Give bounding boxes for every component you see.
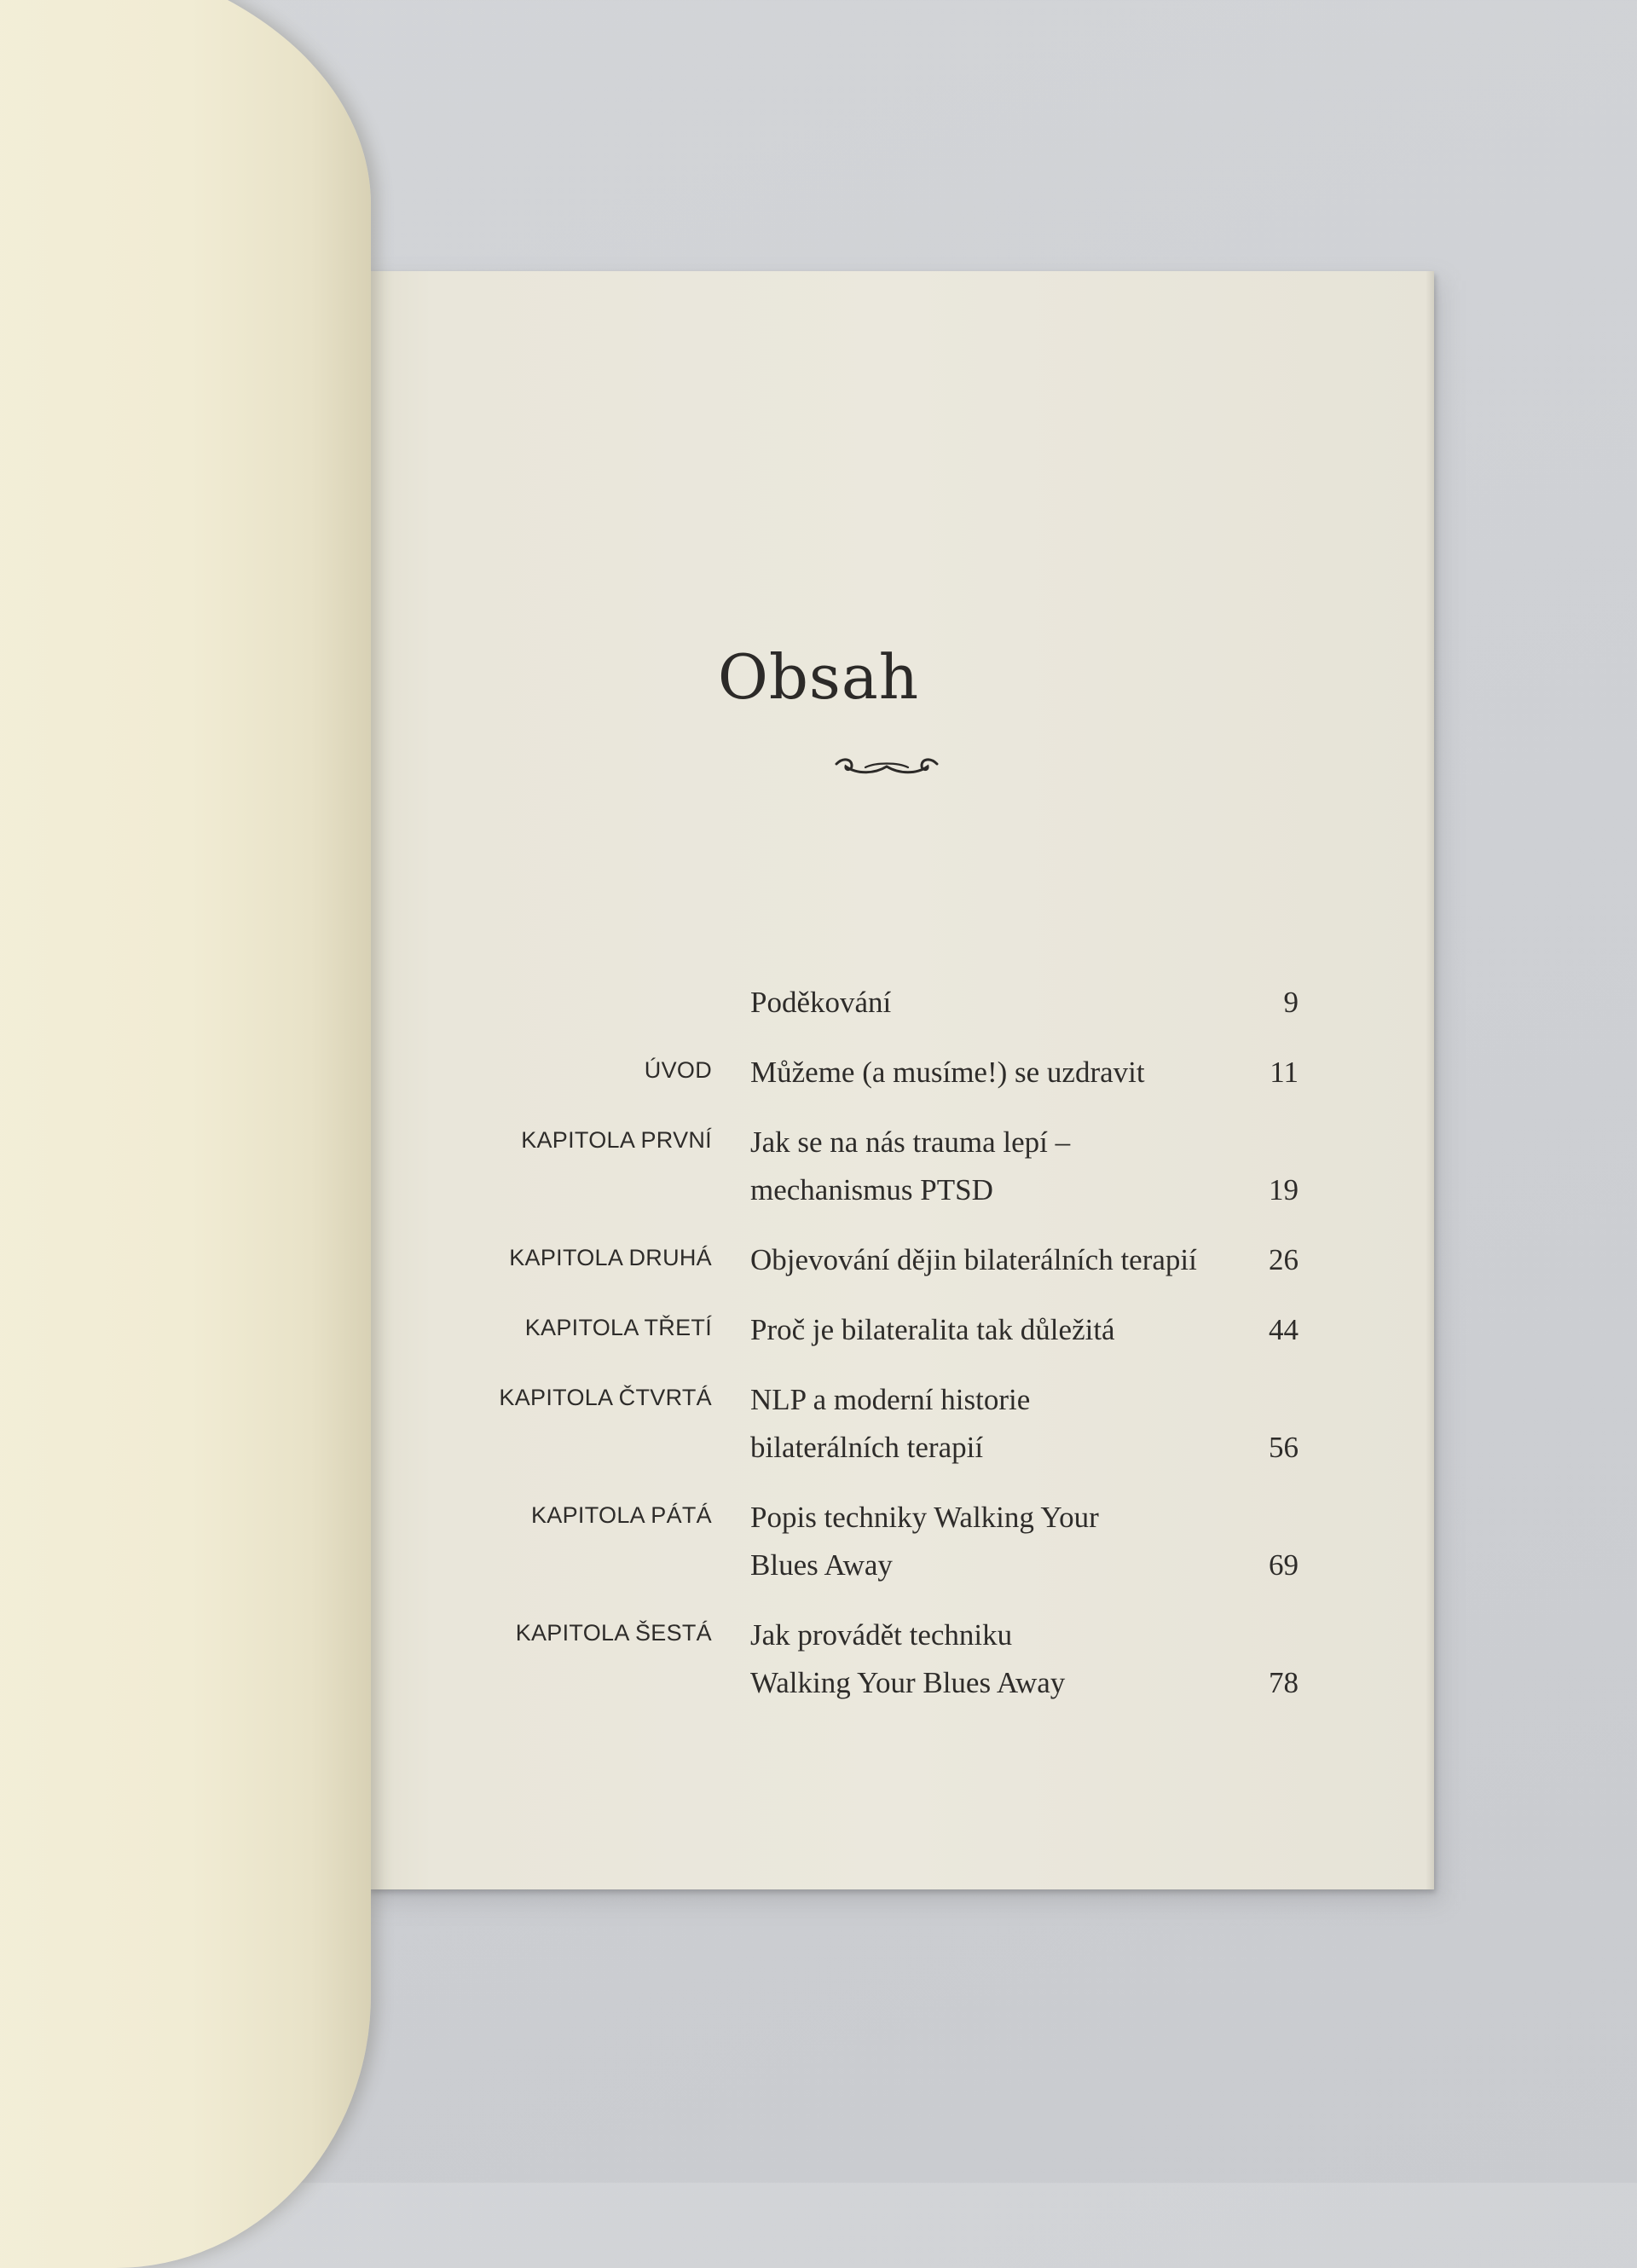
toc-entry-page-number: 11 bbox=[1270, 1056, 1299, 1089]
toc-entry-title-line: Jak provádět techniku bbox=[750, 1618, 1013, 1652]
toc-entry-label: KAPITOLA ČTVRTÁ bbox=[499, 1385, 712, 1410]
toc-entry-title-line: mechanismus PTSD bbox=[750, 1173, 993, 1206]
toc-entry-title-line: Objevování dějin bilaterálních terapií bbox=[750, 1243, 1197, 1276]
page-title: Obsah bbox=[717, 641, 920, 713]
toc-entry-title-line: Jak se na nás trauma lepí – bbox=[750, 1125, 1071, 1159]
toc-entry-page-number: 78 bbox=[1269, 1666, 1299, 1699]
toc-entry-title-line: Proč je bilateralita tak důležitá bbox=[750, 1313, 1115, 1346]
toc-entry-page-number: 9 bbox=[1283, 986, 1299, 1019]
toc-entry-title-line: Walking Your Blues Away bbox=[750, 1666, 1066, 1699]
toc-entry-label: KAPITOLA ŠESTÁ bbox=[515, 1620, 712, 1646]
toc-entry-label: KAPITOLA TŘETÍ bbox=[524, 1315, 712, 1340]
toc-entry-title-line: bilaterálních terapií bbox=[750, 1431, 984, 1464]
toc-entry-title bbox=[750, 1306, 1245, 1354]
toc-entry-page-number: 19 bbox=[1269, 1173, 1299, 1206]
toc-entry-title bbox=[750, 1494, 1245, 1589]
toc-entry-page-number: 44 bbox=[1269, 1313, 1299, 1346]
toc-entry-title bbox=[750, 1376, 1245, 1472]
flourish-ornament-icon bbox=[831, 752, 942, 779]
toc-entry-title-line: Můžeme (a musíme!) se uzdravit bbox=[750, 1056, 1145, 1089]
toc-entry-title bbox=[750, 1611, 1245, 1707]
toc-entry-title-line: NLP a moderní historie bbox=[750, 1383, 1031, 1416]
toc-entry-label: KAPITOLA PRVNÍ bbox=[521, 1127, 712, 1153]
book-page-left-curled bbox=[0, 0, 371, 2268]
toc-entry-page-number: 26 bbox=[1269, 1243, 1299, 1276]
toc-entry-title bbox=[750, 1049, 1245, 1096]
toc-entry-page-number: 69 bbox=[1269, 1548, 1299, 1582]
toc-entry-title bbox=[750, 1119, 1245, 1214]
toc-entry-title bbox=[750, 1236, 1245, 1284]
toc-entry-title-line: Blues Away bbox=[750, 1548, 893, 1582]
toc-entry-page-number: 56 bbox=[1269, 1431, 1299, 1464]
toc-entry-label: KAPITOLA PÁTÁ bbox=[531, 1502, 712, 1528]
toc-entry-title bbox=[750, 979, 1245, 1027]
toc-entry-label: ÚVOD bbox=[644, 1057, 712, 1083]
toc-entry-label: KAPITOLA DRUHÁ bbox=[509, 1245, 712, 1270]
toc-entry-title-line: Popis techniky Walking Your bbox=[750, 1501, 1099, 1534]
toc-entry-title-line: Poděkování bbox=[750, 986, 892, 1019]
